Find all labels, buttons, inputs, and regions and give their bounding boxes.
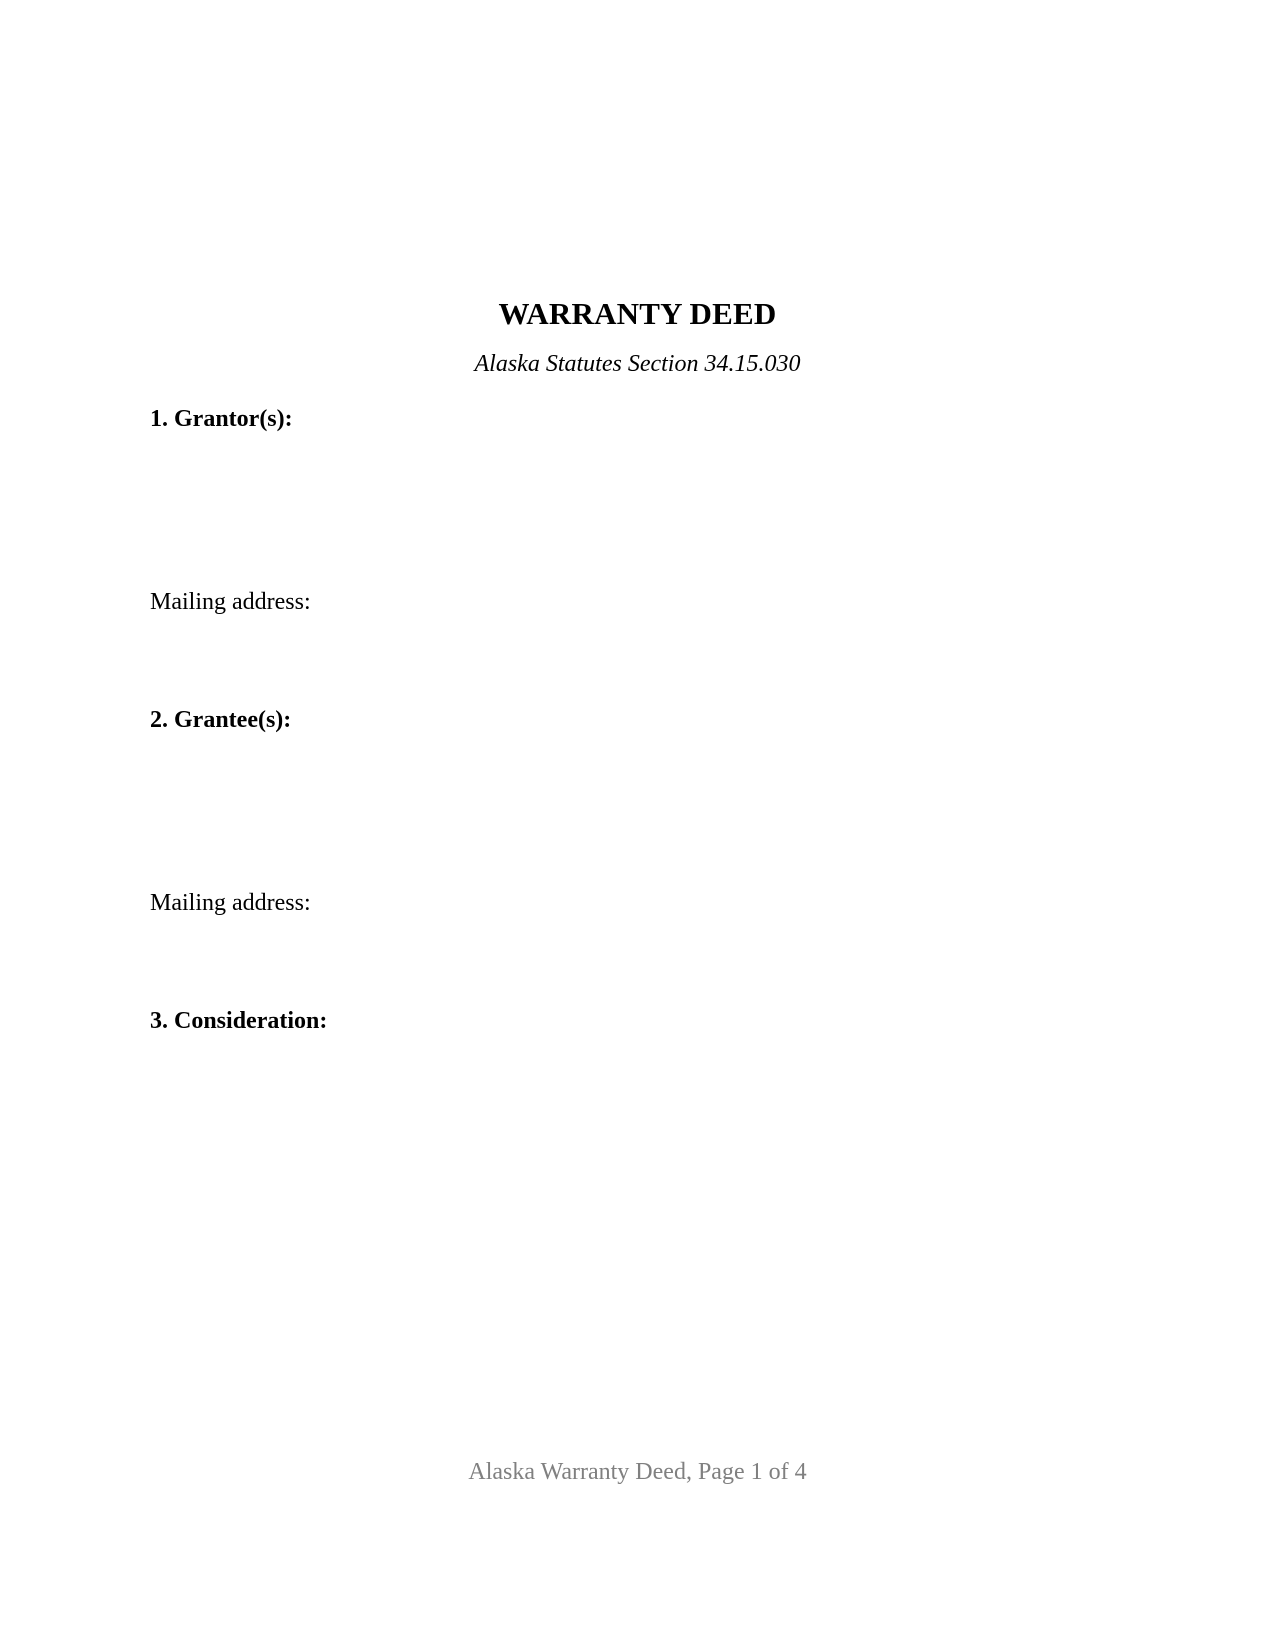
document-subtitle: Alaska Statutes Section 34.15.030 xyxy=(474,351,801,377)
grantor-mailing-address-label: Mailing address: xyxy=(150,589,311,615)
consideration-heading: 3. Consideration: xyxy=(150,1008,328,1034)
grantee-heading: 2. Grantee(s): xyxy=(150,707,292,733)
page-footer: Alaska Warranty Deed, Page 1 of 4 xyxy=(468,1459,807,1485)
grantor-heading: 1. Grantor(s): xyxy=(150,406,293,432)
document-title: WARRANTY DEED xyxy=(498,296,777,331)
grantee-mailing-address-label: Mailing address: xyxy=(150,890,311,916)
